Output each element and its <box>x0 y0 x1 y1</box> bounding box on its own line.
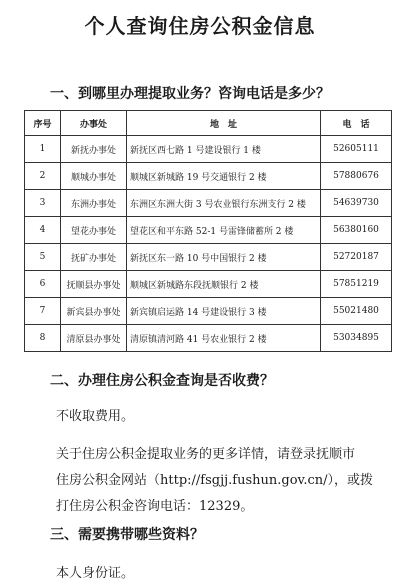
cell-index: 7 <box>25 298 61 325</box>
cell-phone: 52720187 <box>321 244 392 271</box>
offices-table <box>24 110 392 352</box>
more-info-line-2: 住房公积金网站（http://fsgjj.fushun.gov.cn/），或拨 <box>56 473 374 488</box>
cell-office: 望花办事处 <box>61 217 127 244</box>
cell-index: 6 <box>25 271 61 298</box>
header-address: 地 址 <box>127 111 321 136</box>
table-row <box>25 190 392 217</box>
cell-address: 望花区和平东路 52-1 号雷锋储蓄所 2 楼 <box>127 217 321 244</box>
cell-phone: 55021480 <box>321 298 392 325</box>
table-row <box>25 271 392 298</box>
cell-index: 8 <box>25 325 61 352</box>
section-heading-fee: 二、办理住房公积金查询是否收费？ <box>50 373 274 389</box>
header-office: 办事处 <box>61 111 127 136</box>
section-heading-materials: 三、需要携带哪些资料？ <box>50 527 204 543</box>
cell-address: 东洲区东洲大街 3 号农业银行东洲支行 2 楼 <box>127 190 321 217</box>
cell-address: 新宾镇启运路 14 号建设银行 3 楼 <box>127 298 321 325</box>
cell-phone: 57880676 <box>321 163 392 190</box>
cell-phone: 52605111 <box>321 136 392 163</box>
cell-office: 顺城办事处 <box>61 163 127 190</box>
section-heading-where: 一、到哪里办理提取业务？咨询电话是多少？ <box>50 86 330 102</box>
cell-office: 抚顺县办事处 <box>61 271 127 298</box>
header-phone: 电 话 <box>321 111 392 136</box>
cell-address: 新抚区西七路 1 号建设银行 1 楼 <box>127 136 321 163</box>
table-row <box>25 136 392 163</box>
cell-office: 新宾县办事处 <box>61 298 127 325</box>
cell-office: 清原县办事处 <box>61 325 127 352</box>
page-title: 个人查询住房公积金信息 <box>84 14 316 38</box>
cell-index: 4 <box>25 217 61 244</box>
table-row <box>25 244 392 271</box>
cell-index: 3 <box>25 190 61 217</box>
cell-address: 顺城区新城路东段抚顺银行 2 楼 <box>127 271 321 298</box>
cell-index: 2 <box>25 163 61 190</box>
cell-phone: 57851219 <box>321 271 392 298</box>
cell-office: 东洲办事处 <box>61 190 127 217</box>
materials-answer: 本人身份证。 <box>56 566 135 581</box>
table-row <box>25 163 392 190</box>
more-info-line-3: 打住房公积金咨询电话：12329。 <box>56 499 254 514</box>
cell-phone: 53034895 <box>321 325 392 352</box>
cell-index: 5 <box>25 244 61 271</box>
cell-address: 顺城区新城路 19 号交通银行 2 楼 <box>127 163 321 190</box>
cell-address: 新抚区东一路 10 号中国银行 2 楼 <box>127 244 321 271</box>
cell-address: 清原镇清河路 41 号农业银行 2 楼 <box>127 325 321 352</box>
cell-office: 新抚办事处 <box>61 136 127 163</box>
cell-phone: 54639730 <box>321 190 392 217</box>
header-index: 序号 <box>25 111 61 136</box>
cell-phone: 56380160 <box>321 217 392 244</box>
more-info-line-1: 关于住房公积金提取业务的更多详情，请登录抚顺市 <box>56 447 356 462</box>
cell-index: 1 <box>25 136 61 163</box>
table-row <box>25 325 392 352</box>
table-row <box>25 217 392 244</box>
cell-office: 抚矿办事处 <box>61 244 127 271</box>
fee-answer: 不收取费用。 <box>56 409 135 424</box>
table-row <box>25 298 392 325</box>
table-header-row <box>25 111 392 136</box>
